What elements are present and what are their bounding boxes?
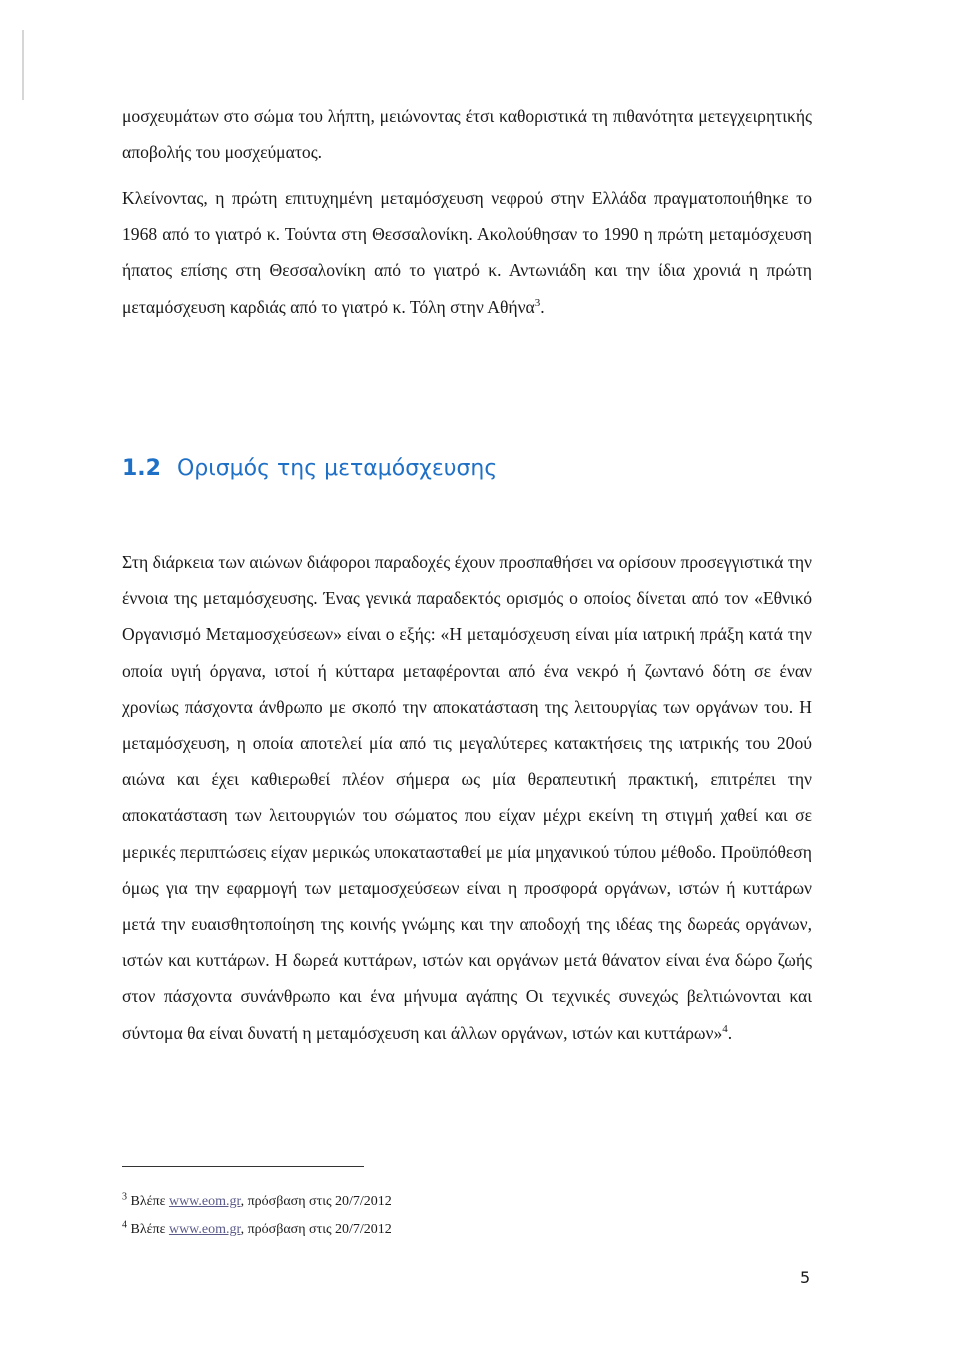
footnote-link[interactable]: www.eom.gr [168, 1194, 241, 1209]
page-number: 5 [800, 1268, 811, 1287]
paragraph-transplant-history [122, 180, 812, 325]
footnote-4 [122, 1219, 392, 1238]
footnote-suffix: , πρόσβαση στις 20/7/2012 [240, 1194, 392, 1209]
footnote-prefix: Βλέπε [130, 1222, 169, 1237]
section-number: 1.2 [122, 456, 161, 481]
footnote-number: 4 [122, 1219, 127, 1231]
section-title: Ορισμός της μεταμόσχευσης [176, 456, 498, 481]
footnote-ref-4[interactable]: 4 [722, 1022, 728, 1035]
paragraph-3-text: Στη διάρκεια των αιώνων διάφοροι παραδοχές έχουν προσπαθήσει να ορίσουν προσεγγιστικά την έννοια της μεταμόσχευσης. Ένας γενικά παραδεκτός ορισμός ο οποίος δίνεται από τον «Εθνικό Οργανισμό Μεταμοσχεύσεων» είναι ο εξής: «Η μεταμόσχευση είναι μία ιατρική πράξη κατά την οποία υγιή όργανα, ιστοί ή κύτταρα μεταφέρονται από ένα νεκρό ή ζωντανό δότη σε έναν χρονίως πάσχοντα άνθρωπο με σκοπό την αποκατάσταση της λειτουργίας των οργάνων του. Η μεταμόσχευση, η οποία αποτελεί μία από τις μεγαλύτερες κατακτήσεις της ιατρικής του 20ού αιώνα και έχει καθιερωθεί πλέον σήμερα ως μία θεραπευτική πρακτική, επιτρέπει την αποκατάσταση των λειτουργιών του σώματος που είχαν μέχρι εκείνη τη στιγμή χαθεί και σε μερικές περιπτώσεις είχαν μερικώς υποκατασταθεί με μία μηχανικού τύπου μέθοδο. Προϋπόθεση όμως για την εφαρμογή των μεταμοσχεύσεων είναι η προσφορά οργάνων, ιστών ή κυττάρων μετά την ευαισθητοποίηση της κοινής γνώμης και την αποδοχή της ιδέας της δωρεάς οργάνων, ιστών και κυττάρων. Η δωρεά κυττάρων, ιστών και οργάνων μετά θάνατον είναι ένα δώρο ζωής στον πάσχοντα συνάνθρωπο και ένα μήνυμα αγάπης Οι τεχνικές συνεχώς βελτιώνονται και σύντομα θα είναι δυνατή η μεταμόσχευση και άλλων οργάνων, ιστών και κυττάρων» [122, 552, 812, 1043]
footnote-number: 3 [122, 1191, 127, 1203]
paragraph-1-text: μοσχευμάτων στο σώμα του λήπτη, μειώνοντας έτσι καθοριστικά τη πιθανότητα μετεγχειρητικής αποβολής του μοσχεύματος. [122, 106, 812, 163]
footnote-3 [122, 1191, 392, 1210]
footnote-suffix: , πρόσβαση στις 20/7/2012 [240, 1222, 392, 1237]
footnote-ref-3[interactable]: 3 [534, 296, 541, 309]
scan-edge-mark [22, 30, 24, 100]
paragraph-2-text: Κλείνοντας, η πρώτη επιτυχημένη μεταμόσχευση νεφρού στην Ελλάδα πραγματοποιήθηκε το 1968 από το γιατρό κ. Τούντα στη Θεσσαλονίκη. Ακολούθησαν το 1990 η πρώτη μεταμόσχευση ήπατος επίσης στη Θεσσαλονίκη από το γιατρό κ. Αντωνιάδη και την ίδια χρονιά η πρώτη μεταμόσχευση καρδιάς από το γιατρό κ. Τόλη στην Αθήνα [122, 188, 812, 317]
paragraph-definition [122, 544, 812, 1051]
footnote-separator [122, 1166, 364, 1167]
paragraph-2-end: . [540, 296, 545, 317]
section-heading [122, 456, 497, 481]
footnote-prefix: Βλέπε [130, 1194, 169, 1209]
paragraph-3-end: . [727, 1022, 733, 1043]
paragraph-continuation [122, 98, 812, 170]
footnote-link[interactable]: www.eom.gr [168, 1222, 241, 1237]
